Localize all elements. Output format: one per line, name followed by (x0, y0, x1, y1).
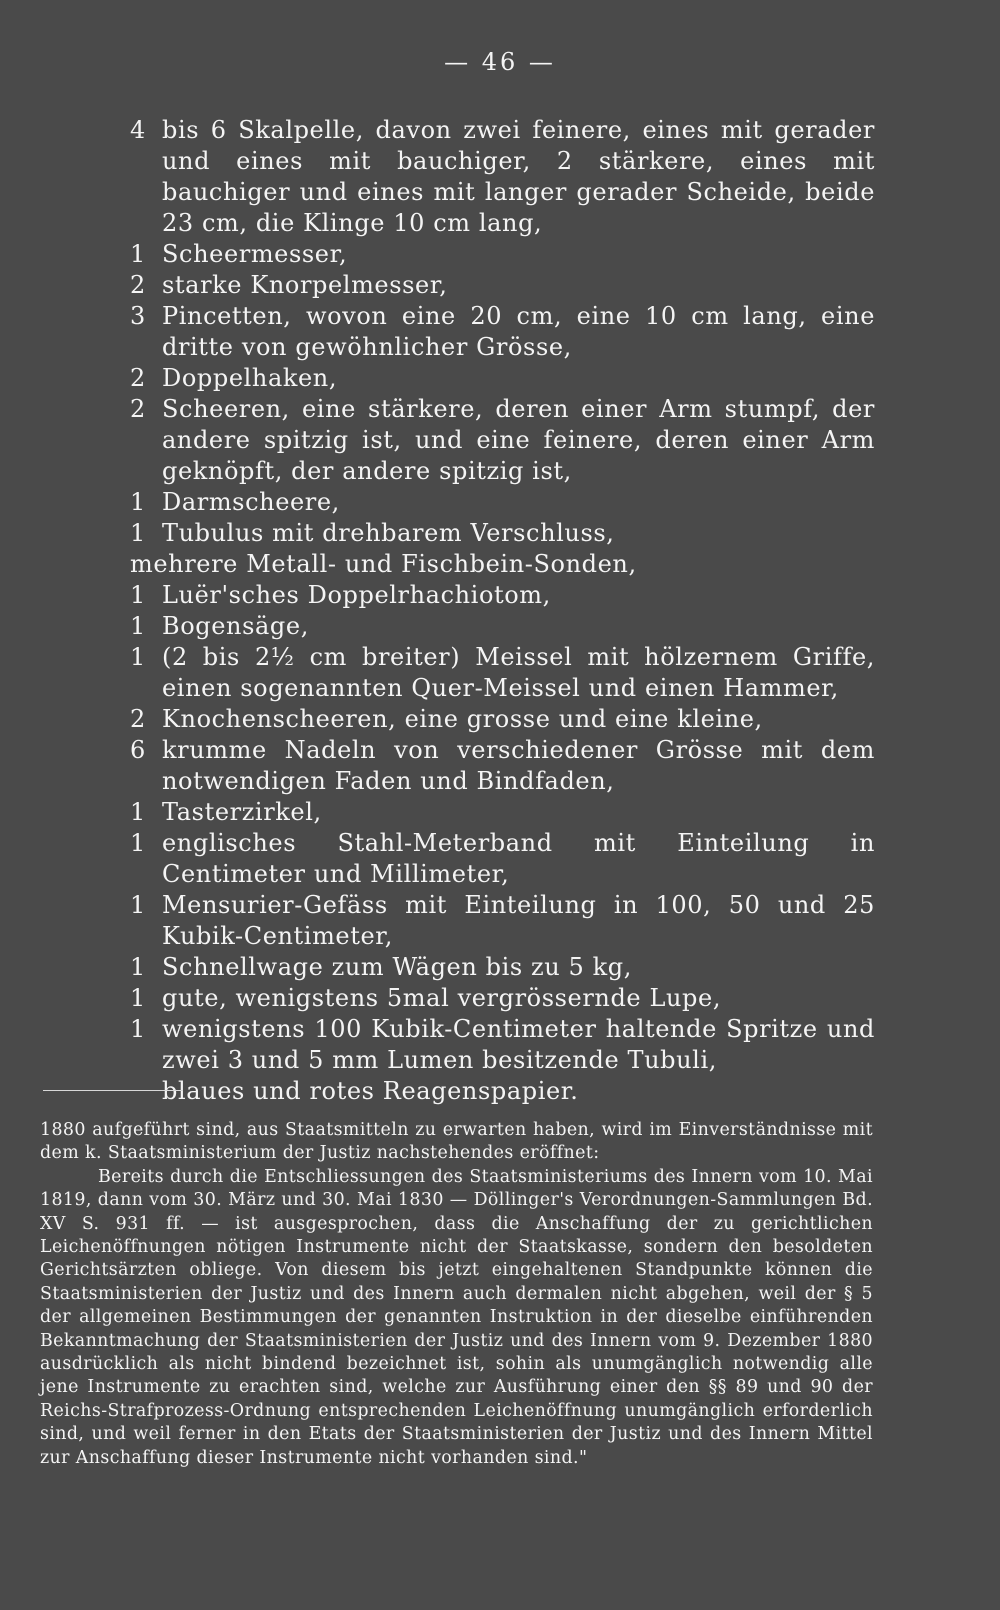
list-item (130, 487, 875, 518)
item-text: Schnellwage zum Wägen bis zu 5 kg, (162, 953, 632, 981)
item-count: 2 (130, 395, 146, 423)
item-count: 3 (130, 302, 146, 330)
footnote-divider (43, 1090, 183, 1091)
list-item (130, 611, 875, 642)
footnote-paragraph: 1880 aufgeführt sind, aus Staatsmitteln zu erwarten haben, wird im Einverständnisse mit dem k. Staatsministerium der Justiz nachstehendes eröffnet: (40, 1120, 873, 1164)
item-text: Knochenscheeren, eine grosse und eine kleine, (162, 705, 763, 733)
list-item (130, 239, 875, 270)
item-text: Doppelhaken, (162, 364, 338, 392)
item-count: 1 (130, 643, 146, 671)
list-item (130, 363, 875, 394)
item-count (130, 1076, 162, 1107)
item-text: Pincetten, wovon eine 20 cm, eine 10 cm lang, eine dritte von gewöhnlicher Grösse, (162, 302, 875, 361)
list-item (130, 704, 875, 735)
item-text: Scheermesser, (162, 240, 348, 268)
list-item (130, 797, 875, 828)
item-text: mehrere Metall- und Fischbein-Sonden, (130, 550, 637, 578)
item-count: 1 (130, 829, 146, 857)
list-item (130, 1014, 875, 1076)
list-item (130, 1076, 875, 1107)
item-count: 2 (130, 705, 146, 733)
item-text: Darmscheere, (162, 488, 340, 516)
item-text: Bogensäge, (162, 612, 309, 640)
item-count: 1 (130, 984, 146, 1012)
item-count: 1 (130, 519, 146, 547)
item-count: 1 (130, 612, 146, 640)
list-item (130, 394, 875, 487)
item-text: starke Knorpelmesser, (162, 271, 448, 299)
item-count: 1 (130, 581, 146, 609)
item-text: Tasterzirkel, (162, 798, 322, 826)
item-count: 1 (130, 240, 146, 268)
item-text: Tubulus mit drehbarem Verschluss, (162, 519, 615, 547)
page-number: — 46 — (444, 48, 556, 76)
item-count: 2 (130, 364, 146, 392)
item-text: Luër'sches Doppelrhachiotom, (162, 581, 551, 609)
list-item (130, 828, 875, 890)
list-item (130, 580, 875, 611)
footnote (40, 1119, 873, 1470)
item-count: 1 (130, 488, 146, 516)
footnote-paragraph: Bereits durch die Entschliessungen des Staatsministeriums des Innern vom 10. Mai 1819, dann vom 30. März und 30. Mai 1830 — Döllinger's Verordnungen-Sammlungen Bd. XV S. 931 ff. — ist ausgesprochen, dass die Anschaffung der zu gerichtlichen Leichenöffnungen nötigen Instrumente nicht der Staatskasse, sondern den besoldeten Gerichtsärzten obliege. Von diesem bis jetzt eingehaltenen Standpunkte können die Staatsministerien der Justiz und des Innern auch dermalen nicht abgehen, weil der § 5 der allgemeinen Bestimmungen der genannten Instruktion in der dieselbe einführenden Bekanntmachung der Staatsministerien der Justiz und des Innern vom 9. Dezember 1880 ausdrücklich als nicht bindend bezeichnet ist, sohin als unumgänglich notwendig alle jene Instrumente zu erachten sind, welche zur Ausführung einer den §§ 89 und 90 der Reichs-Strafprozess-Ordnung entsprechenden Leichenöffnung unumgänglich erforderlich sind, und weil ferner in den Etats der Staatsministerien der Justiz und des Innern Mittel zur Anschaffung dieser Instrumente nicht vorhanden sind." (40, 1166, 873, 1468)
item-count: 1 (130, 1015, 146, 1043)
item-text: blaues und rotes Reagenspapier. (162, 1077, 579, 1105)
item-text: englisches Stahl-Meterband mit Einteilung in Centimeter und Millimeter, (162, 829, 875, 888)
list-item (130, 983, 875, 1014)
list-item (130, 735, 875, 797)
item-text: krumme Nadeln von verschiedener Grösse mit dem notwendigen Faden und Bindfaden, (162, 736, 875, 795)
list-item (130, 270, 875, 301)
list-item (130, 518, 875, 549)
item-count: 6 (130, 736, 146, 764)
list-item (130, 549, 875, 580)
item-count: 1 (130, 798, 146, 826)
list-item (130, 642, 875, 704)
item-text: bis 6 Skalpelle, davon zwei feinere, eines mit gerader und eines mit bauchiger, 2 stärkere, eines mit bauchiger und eines mit langer gerader Scheide, beide 23 cm, die Klinge 10 cm lang, (162, 116, 875, 237)
item-count: 4 (130, 116, 146, 144)
list-item (130, 952, 875, 983)
item-text: Scheeren, eine stärkere, deren einer Arm stumpf, der andere spitzig ist, und eine feinere, deren einer Arm geknöpft, der andere spitzig ist, (162, 395, 875, 485)
item-count: 1 (130, 891, 146, 919)
instrument-list (130, 115, 875, 1107)
item-count: 1 (130, 953, 146, 981)
item-text: gute, wenigstens 5mal vergrössernde Lupe, (162, 984, 722, 1012)
list-item (130, 301, 875, 363)
item-text: wenigstens 100 Kubik-Centimeter haltende Spritze und zwei 3 und 5 mm Lumen besitzende Tubuli, (162, 1015, 875, 1074)
item-text: Mensurier-Gefäss mit Einteilung in 100, 50 und 25 Kubik-Centimeter, (162, 891, 875, 950)
item-text: (2 bis 2½ cm breiter) Meissel mit hölzernem Griffe, einen sogenannten Quer-Meissel und einen Hammer, (162, 643, 875, 702)
item-count: 2 (130, 271, 146, 299)
list-item (130, 890, 875, 952)
list-item (130, 115, 875, 239)
